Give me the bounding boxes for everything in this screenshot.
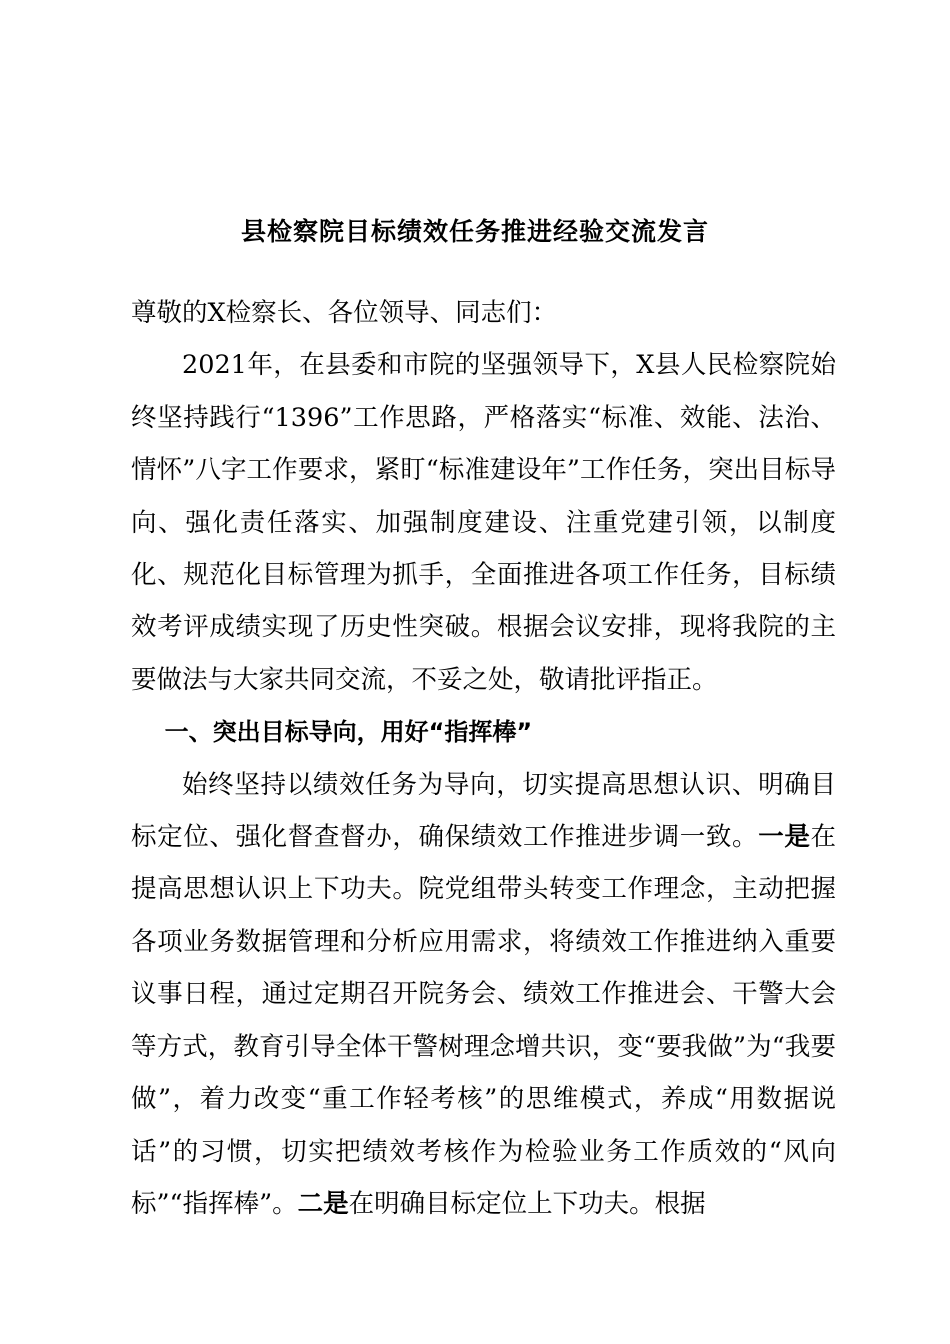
point-label-2: 二是: [297, 1188, 349, 1219]
section-heading-1: 一、突出目标导向，用好“指挥棒”: [164, 718, 533, 747]
paragraph-section-1-intro: 始终坚持以绩效任务为导向，切实提高思想认识、明确目标定位、强化督查督办，确保绩效工作推进步调一致。: [131, 769, 836, 853]
point-text-1: 在提高思想认识上下功夫。院党组带头转变工作理念，主动把握各项业务数据管理和分析应用需求，将绩效工作推进纳入重要议事日程，通过定期召开院务会、绩效工作推进会、干警大会等方式，教育引导全体干警树理念增共识，变“要我做”为“我要做”，着力改变“重工作轻考核”的思维模式，养成“用数据说话”的习惯，切实把绩效考核作为检验业务工作质效的“风向标”“指挥棒”。: [131, 822, 836, 1219]
point-label-1: 一是: [758, 822, 811, 853]
document-body: [131, 287, 836, 1230]
point-text-2: 在明确目标定位上下功夫。根据: [348, 1188, 706, 1219]
paragraph-intro: 2021年，在县委和市院的坚强领导下，X县人民检察院始终坚持践行“1396”工作思路，严格落实“标准、效能、法治、情怀”八字工作要求，紧盯“标准建设年”工作任务，突出目标导向、强化责任落实、加强制度建设、注重党建引领，以制度化、规范化目标管理为抓手，全面推进各项工作任务，目标绩效考评成绩实现了历史性突破。根据会议安排，现将我院的主要做法与大家共同交流，不妥之处，敬请批评指正。: [131, 350, 836, 695]
paragraph-section-1: [131, 759, 836, 1231]
document-title: 县检察院目标绩效任务推进经验交流发言: [240, 217, 709, 246]
salutation: 尊敬的X检察长、各位领导、同志们：: [131, 298, 558, 328]
